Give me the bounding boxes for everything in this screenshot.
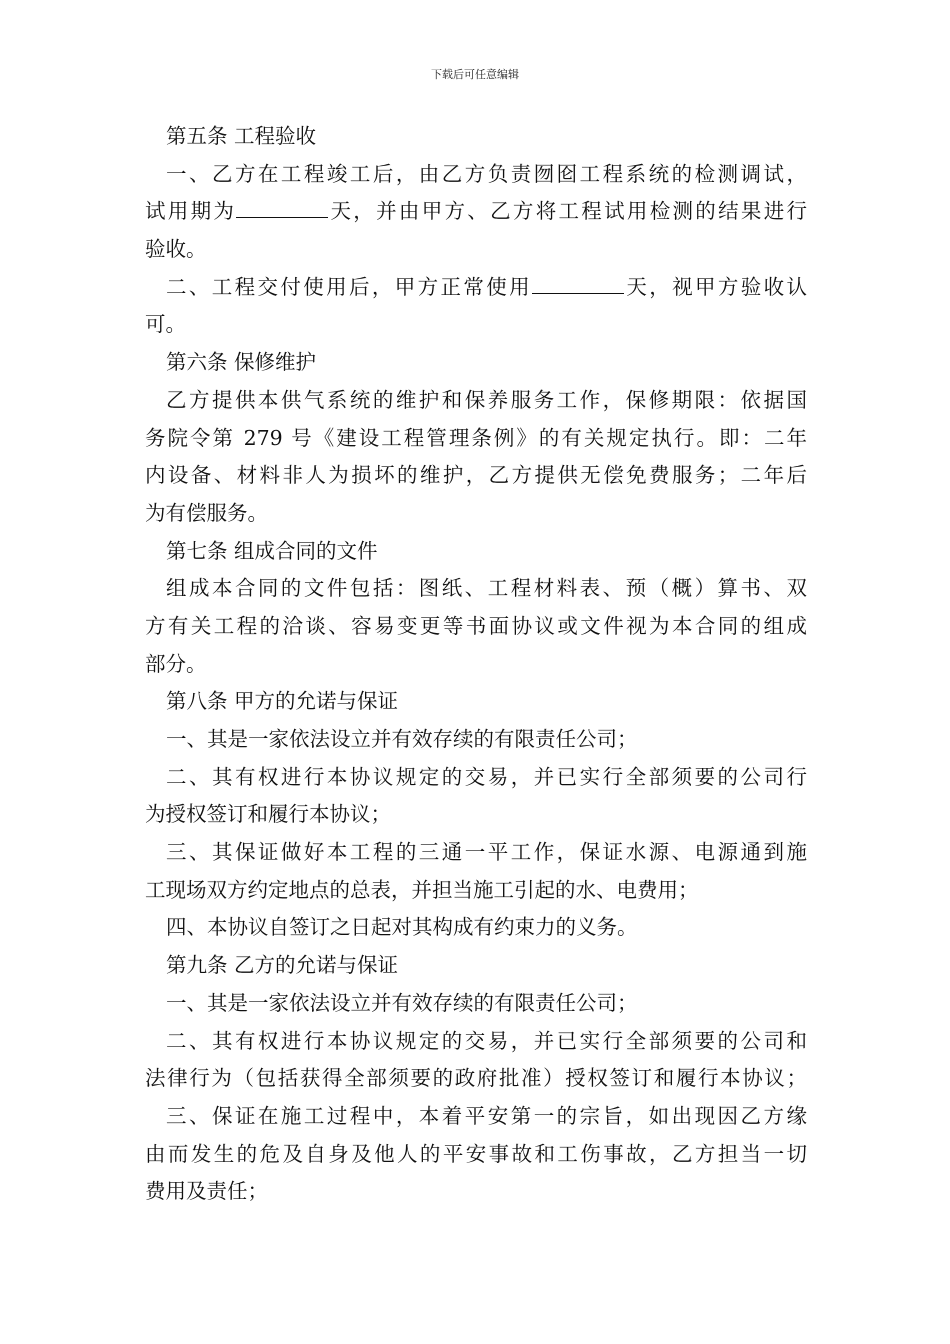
contract-body xyxy=(145,118,807,1211)
article-8-clause-3-line-1: 三、其保证做好本工程的三通一平工作，保证水源、电源通到施 xyxy=(166,840,807,865)
article-8-clause-2-line-1: 二、其有权进行本协议规定的交易，并已实行全部须要的公司行 xyxy=(166,764,807,789)
article-9-clause-2-line-2: 法律行为（包括获得全部须要的政府批准）授权签订和履行本协议； xyxy=(145,1066,807,1091)
article-9-clause-3-line-1: 三、保证在施工过程中，本着平安第一的宗旨，如出现因乙方缘 xyxy=(166,1103,807,1128)
article-6-text-line-4: 为有偿服务。 xyxy=(145,500,268,525)
article-9-clause-3-line-3: 费用及责任； xyxy=(145,1179,268,1204)
article-5-clause-1-line-3: 验收。 xyxy=(145,237,207,262)
article-6-heading: 第六条 保修维护 xyxy=(166,350,317,375)
article-8-clause-1: 一、其是一家依法设立并有效存续的有限责任公司； xyxy=(166,727,638,751)
article-6-text-line-1: 乙方提供本供气系统的维护和保养服务工作，保修期限：依据国 xyxy=(166,387,807,412)
article-5-clause-1-line-1: 一、乙方在工程竣工后，由乙方负责囫囵工程系统的检测调试， xyxy=(166,161,807,186)
article-9-heading: 第九条 乙方的允诺与保证 xyxy=(166,953,399,978)
article-5-clause-2-line-2: 可。 xyxy=(145,312,186,337)
article-8-clause-3-line-2: 工现场双方约定地点的总表，并担当施工引起的水、电费用； xyxy=(145,877,699,902)
article-5-clause-1-line-2 xyxy=(145,193,807,231)
article-8-clause-2-line-2: 为授权签订和履行本协议； xyxy=(145,802,391,827)
article-6-text-line-3: 内设备、材料非人为损坏的维护，乙方提供无偿免费服务；二年后 xyxy=(145,463,807,488)
article-7-text-line-2: 方有关工程的洽谈、容易变更等书面协议或文件视为本合同的组成 xyxy=(145,613,807,638)
usage-period-label: 二、工程交付使用后，甲方正常使用 xyxy=(166,274,532,299)
article-8-clause-4: 四、本协议自签订之日起对其构成有约束力的义务。 xyxy=(166,915,638,940)
trial-period-label: 试用期为 xyxy=(145,199,237,224)
article-9-clause-3-line-2: 由而发生的危及自身及他人的平安事故和工伤事故，乙方担当一切 xyxy=(145,1141,807,1166)
article-9-clause-2-line-1: 二、其有权进行本协议规定的交易，并已实行全部须要的公司和 xyxy=(166,1028,807,1053)
article-7-text-line-1: 组成本合同的文件包括：图纸、工程材料表、预（概）算书、双 xyxy=(166,576,807,601)
page-header: 下载后可任意编辑 xyxy=(431,68,519,81)
article-7-heading: 第七条 组成合同的文件 xyxy=(166,538,378,563)
usage-period-blank xyxy=(532,271,624,294)
usage-period-text: 天，视甲方验收认 xyxy=(624,274,807,299)
trial-period-blank xyxy=(236,195,328,218)
trial-period-text: 天，并由甲方、乙方将工程试用检测的结果进行 xyxy=(328,199,808,224)
article-7-text-line-3: 部分。 xyxy=(145,651,207,676)
article-9-clause-1: 一、其是一家依法设立并有效存续的有限责任公司； xyxy=(166,990,638,1015)
article-8-heading: 第八条 甲方的允诺与保证 xyxy=(166,689,399,714)
article-5-clause-2-line-1 xyxy=(145,269,807,307)
article-6-text-line-2: 务院令第 279 号《建设工程管理条例》的有关规定执行。即：二年 xyxy=(145,425,807,450)
article-5-heading: 第五条 工程验收 xyxy=(166,124,317,148)
